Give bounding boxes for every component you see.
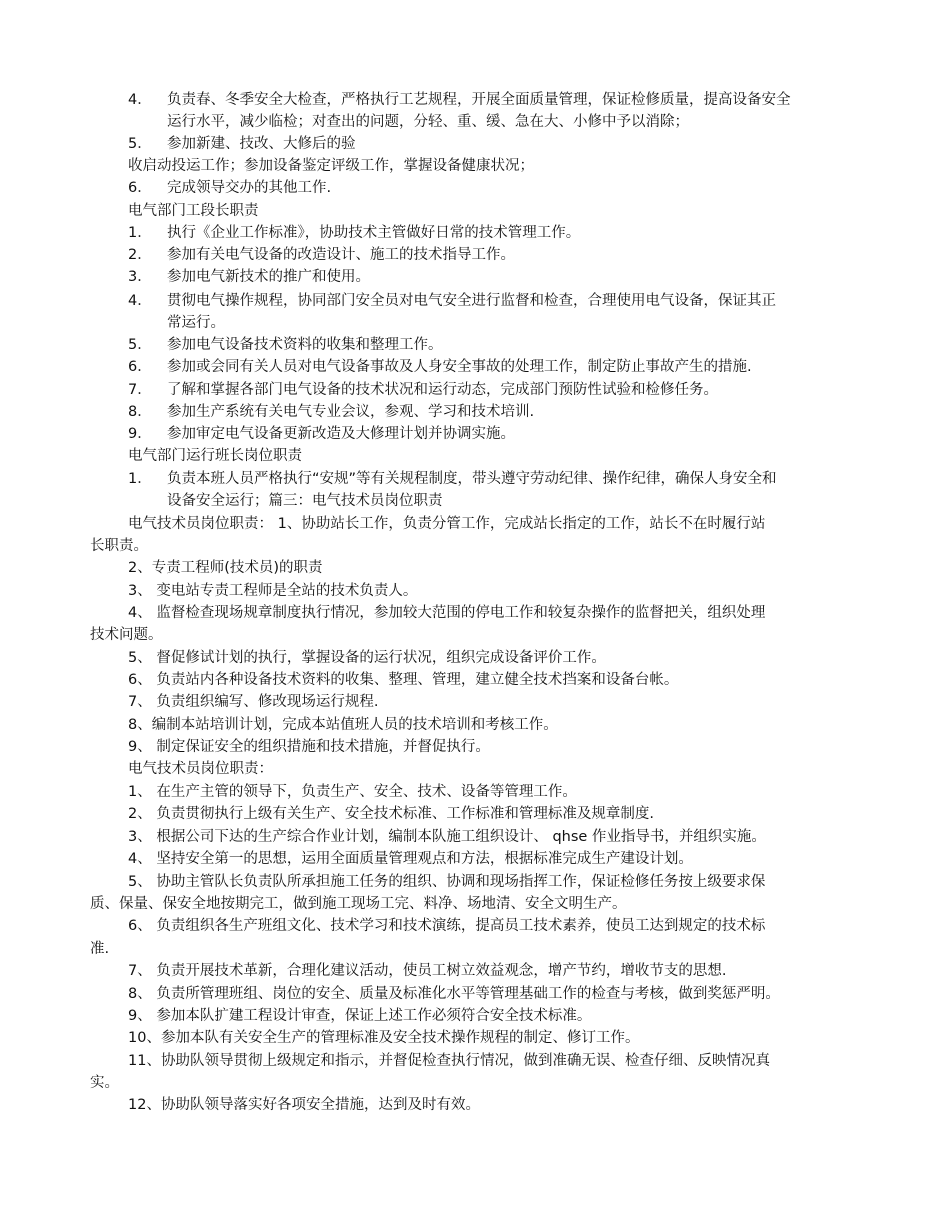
text-line: 质、保量、保安全地按期完工，做到施工现场工完、料净、场地清、安全文明生产。	[90, 896, 627, 912]
list-number: 5．	[128, 337, 152, 353]
list-number: 8．	[128, 404, 152, 420]
text-line: 1、 在生产主管的领导下，负责生产、安全、技术、设备等管理工作。	[128, 784, 577, 800]
list-number: 5．	[128, 136, 152, 152]
text-line: 参加生产系统有关电气专业会议，参观、学习和技术培训.	[167, 404, 535, 420]
text-line: 4、 监督检查现场规章制度执行情况，参加较大范围的停电工作和较复杂操作的监督把关，组织处理	[128, 605, 766, 621]
section-heading: 电气技术员岗位职责：	[128, 761, 273, 777]
list-number: 4．	[128, 92, 152, 108]
text-line: 8、 负责所管理班组、岗位的安全、质量及标准化水平等管理基础工作的检查与考核，做到奖惩严明。	[128, 986, 780, 1002]
text-line: 负责春、冬季安全大检查，严格执行工艺规程，开展全面质量管理，保证检修质量，提高设备安全	[167, 92, 791, 108]
text-line: 5、 督促修试计划的执行，掌握设备的运行状况，组织完成设备评价工作。	[128, 650, 606, 666]
text-line: 参加电气新技术的推广和使用。	[167, 269, 370, 285]
text-line: 7、 负责开展技术革新，合理化建议活动，使员工树立效益观念，增产节约，增收节支的思想.	[128, 963, 727, 979]
text-line: 参加电气设备技术资料的收集和整理工作。	[167, 337, 443, 353]
text-line: 常运行。	[167, 315, 225, 331]
text-line: 执行《企业工作标准》，协助技术主管做好日常的技术管理工作。	[167, 225, 581, 241]
text-line: 11、协助队领导贯彻上级规定和指示，并督促检查执行情况，做到准确无误、检查仔细、反映情况真	[128, 1053, 770, 1069]
text-line: 9、 参加本队扩建工程设计审查，保证上述工作必须符合安全技术标准。	[128, 1008, 592, 1024]
section-heading: 电气部门工段长职责	[128, 203, 259, 219]
text-line: 2、专责工程师(技术员)的职责	[128, 560, 323, 576]
list-number: 9．	[128, 426, 152, 442]
text-line: 6、 负责站内各种设备技术资料的收集、整理、管理，建立健全技术挡案和设备台帐。	[128, 672, 679, 688]
text-line: 负责本班人员严格执行“安规”等有关规程制度，带头遵守劳动纪律、操作纪律，确保人身安全和	[167, 471, 777, 487]
text-line: 6、 负责组织各生产班组文化、技术学习和技术演练，提高员工技术素养，使员工达到规定的技术标	[128, 918, 766, 934]
text-line: 参加新建、技改、大修后的验	[167, 136, 356, 152]
text-line: 技术问题。	[90, 627, 163, 643]
text-line: 了解和掌握各部门电气设备的技术状况和运行动态，完成部门预防性试验和检修任务。	[167, 382, 718, 398]
text-line: 7、 负责组织编写、修改现场运行规程.	[128, 694, 379, 710]
text-line: 参加或会同有关人员对电气设备事故及人身安全事故的处理工作，制定防止事故产生的措施.	[167, 359, 752, 375]
list-number: 6．	[128, 180, 152, 196]
text-line: 完成领导交办的其他工作.	[167, 180, 332, 196]
text-line: 实。	[90, 1075, 119, 1091]
text-line: 贯彻电气操作规程，协同部门安全员对电气安全进行监督和检查，合理使用电气设备，保证其正	[167, 293, 776, 309]
list-number: 2．	[128, 247, 152, 263]
text-line: 10、参加本队有关安全生产的管理标准及安全技术操作规程的制定、修订工作。	[128, 1030, 640, 1046]
text-line: 电气技术员岗位职责： 1、协助站长工作，负责分管工作，完成站长指定的工作，站长不在时履行站	[128, 516, 766, 532]
text-line: 3、 变电站专责工程师是全站的技术负责人。	[128, 583, 418, 599]
text-line: 4、 坚持安全第一的思想，运用全面质量管理观点和方法，根据标准完成生产建设计划。	[128, 851, 693, 867]
text-line: 设备安全运行；篇三：电气技术员岗位职责	[167, 493, 443, 509]
text-line: 5、 协助主管队长负责队所承担施工任务的组织、协调和现场指挥工作，保证检修任务按上级要求保	[128, 874, 766, 890]
text-line: 长职责。	[90, 538, 148, 554]
list-number: 4．	[128, 293, 152, 309]
list-number: 1．	[128, 225, 152, 241]
list-number: 7．	[128, 382, 152, 398]
text-line: 8、编制本站培训计划，完成本站值班人员的技术培训和考核工作。	[128, 717, 558, 733]
section-heading: 电气部门运行班长岗位职责	[128, 448, 302, 464]
text-line: 运行水平，减少临检；对查出的问题，分轻、重、缓、急在大、小修中予以消除；	[167, 114, 689, 130]
text-line: 准.	[90, 941, 110, 957]
text-line: 12、协助队领导落实好各项安全措施，达到及时有效。	[128, 1097, 480, 1113]
text-line: 收启动投运工作；参加设备鉴定评级工作，掌握设备健康状况；	[128, 158, 534, 174]
text-line: 3、 根据公司下达的生产综合作业计划，编制本队施工组织设计、 qhse 作业指导书，并组织实施。	[128, 829, 766, 845]
list-number: 3．	[128, 269, 152, 285]
text-line: 参加审定电气设备更新改造及大修理计划并协调实施。	[167, 426, 515, 442]
list-number: 6．	[128, 359, 152, 375]
text-line: 2、 负责贯彻执行上级有关生产、安全技术标准、工作标准和管理标准及规章制度.	[128, 806, 654, 822]
text-line: 9、 制定保证安全的组织措施和技术措施，并督促执行。	[128, 739, 490, 755]
text-line: 参加有关电气设备的改造设计、施工的技术指导工作。	[167, 247, 515, 263]
list-number: 1．	[128, 471, 152, 487]
